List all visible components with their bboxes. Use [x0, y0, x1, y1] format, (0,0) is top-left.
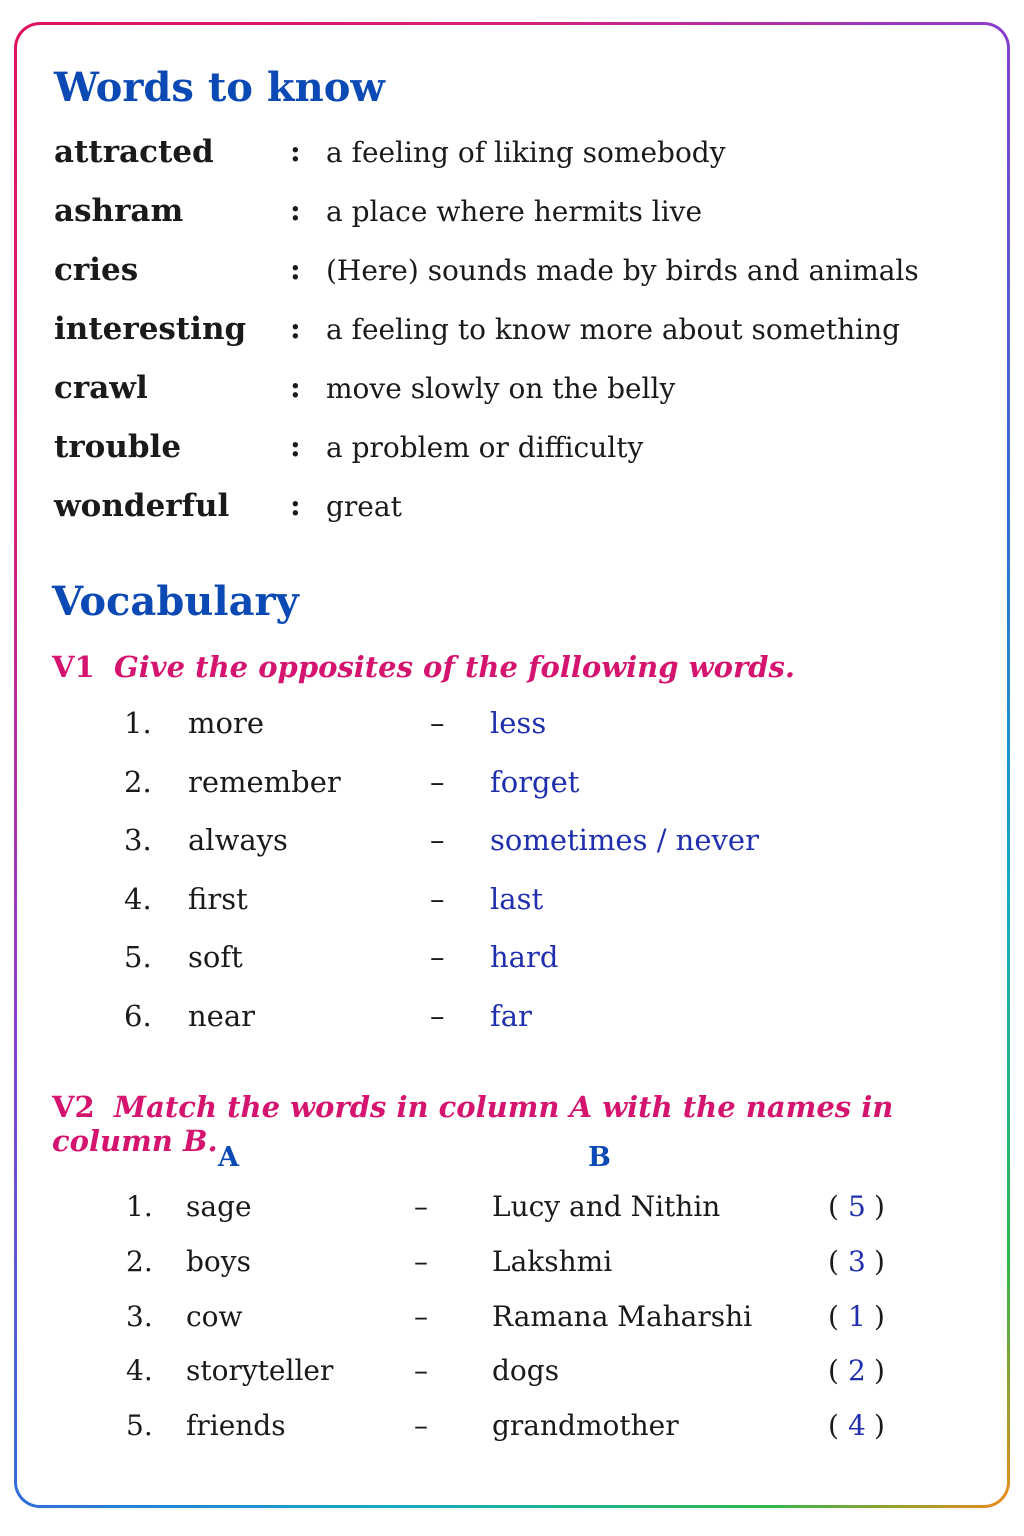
- list-item: [124, 765, 924, 824]
- item-word: soft: [188, 940, 243, 975]
- glossary-item: [54, 488, 954, 547]
- dash: –: [430, 823, 445, 858]
- column-b-name: Lucy and Nithin: [492, 1190, 721, 1223]
- match-answer: 2: [848, 1354, 866, 1388]
- item-number: 4.: [124, 881, 152, 916]
- glossary-word: crawl: [54, 370, 148, 406]
- item-number: 3.: [124, 823, 152, 858]
- glossary-word: trouble: [54, 429, 182, 465]
- list-item: [124, 999, 924, 1058]
- column-a-header: A: [218, 1142, 239, 1173]
- item-number: 5.: [124, 940, 152, 975]
- glossary-colon: :: [290, 370, 301, 404]
- column-b-name: dogs: [492, 1354, 560, 1388]
- glossary-item: [54, 193, 954, 252]
- glossary-item: [54, 252, 954, 311]
- table-row: [126, 1190, 926, 1245]
- list-item: [124, 823, 924, 882]
- glossary-definition: move slowly on the belly: [326, 372, 676, 405]
- item-number: 4.: [126, 1354, 153, 1388]
- item-number: 3.: [126, 1299, 153, 1333]
- column-b-header: B: [588, 1142, 611, 1173]
- glossary-item: [54, 311, 954, 370]
- dash: –: [414, 1244, 428, 1278]
- column-a-word: cow: [186, 1299, 243, 1333]
- dash: –: [430, 764, 445, 799]
- v1-instruction: [52, 650, 795, 684]
- dash: –: [414, 1409, 428, 1443]
- paren-open: (: [828, 1299, 839, 1333]
- item-answer: less: [490, 706, 547, 740]
- glossary-word: cries: [54, 252, 139, 288]
- paren-close: ): [874, 1409, 885, 1443]
- match-answer: 3: [848, 1244, 866, 1278]
- glossary-word: interesting: [54, 311, 247, 347]
- dash: –: [430, 706, 445, 740]
- paren-open: (: [828, 1244, 839, 1278]
- paren-open: (: [828, 1409, 839, 1443]
- item-number: 5.: [126, 1409, 153, 1443]
- paren-close: ): [874, 1354, 885, 1388]
- item-number: 2.: [126, 1244, 153, 1278]
- list-item: [124, 882, 924, 941]
- glossary-definition: a problem or difficulty: [326, 431, 644, 464]
- v2-label: V2: [52, 1090, 95, 1124]
- column-b-name: grandmother: [492, 1409, 679, 1443]
- column-a-word: sage: [186, 1190, 252, 1223]
- item-word: near: [188, 998, 255, 1033]
- paren-open: (: [828, 1190, 839, 1223]
- glossary-definition: a feeling to know more about something: [326, 313, 901, 346]
- match-answer: 4: [848, 1409, 866, 1443]
- glossary-definition: great: [326, 490, 402, 523]
- dash: –: [414, 1354, 428, 1388]
- item-word: more: [188, 706, 264, 740]
- column-b-name: Lakshmi: [492, 1244, 613, 1278]
- opposites-list: [124, 706, 924, 1058]
- glossary-word: wonderful: [54, 488, 230, 524]
- column-a-word: boys: [186, 1244, 251, 1278]
- v2-instruction: [52, 1090, 1024, 1158]
- item-number: 2.: [124, 764, 152, 799]
- item-answer: sometimes / never: [490, 823, 759, 858]
- list-item: [124, 706, 924, 765]
- column-a-word: storyteller: [186, 1354, 334, 1388]
- table-row: [126, 1354, 926, 1409]
- v1-label: V1: [52, 650, 95, 684]
- paren-close: ): [874, 1299, 885, 1333]
- match-answer: 5: [848, 1190, 866, 1223]
- item-number: 6.: [124, 998, 152, 1033]
- dash: –: [430, 940, 445, 975]
- item-answer: last: [490, 881, 544, 916]
- glossary-item: [54, 429, 954, 488]
- glossary-item: [54, 134, 954, 193]
- dash: –: [414, 1299, 428, 1333]
- item-word: first: [188, 881, 248, 916]
- glossary-item: [54, 370, 954, 429]
- dash: –: [430, 881, 445, 916]
- item-word: always: [188, 823, 288, 858]
- glossary-colon: :: [290, 193, 301, 227]
- glossary-word: attracted: [54, 134, 214, 170]
- table-row: [126, 1245, 926, 1300]
- column-b-name: Ramana Maharshi: [492, 1299, 753, 1333]
- dash: –: [430, 998, 445, 1033]
- glossary-colon: :: [290, 429, 301, 463]
- v2-instruction-text: Match the words in column A with the names in column B.: [52, 1090, 894, 1158]
- glossary-colon: :: [290, 488, 301, 522]
- glossary-definition: a feeling of liking somebody: [326, 136, 726, 169]
- vocabulary-title: Vocabulary: [52, 578, 299, 625]
- glossary-definition: (Here) sounds made by birds and animals: [326, 254, 919, 287]
- list-item: [124, 940, 924, 999]
- item-number: 1.: [126, 1190, 153, 1223]
- column-a-word: friends: [186, 1409, 286, 1443]
- glossary-colon: :: [290, 252, 301, 286]
- matching-list: [126, 1190, 926, 1464]
- table-row: [126, 1300, 926, 1355]
- match-answer: 1: [848, 1299, 866, 1333]
- item-answer: far: [490, 998, 532, 1033]
- words-to-know-title: Words to know: [54, 64, 385, 111]
- v1-instruction-text: Give the opposites of the following words.: [114, 650, 795, 684]
- item-word: remember: [188, 764, 341, 799]
- glossary-colon: :: [290, 134, 301, 168]
- paren-close: ): [874, 1244, 885, 1278]
- item-answer: hard: [490, 940, 559, 975]
- glossary-word: ashram: [54, 193, 184, 229]
- item-answer: forget: [490, 764, 580, 799]
- dash: –: [414, 1190, 428, 1223]
- table-row: [126, 1409, 926, 1464]
- glossary-list: [54, 134, 954, 547]
- item-number: 1.: [124, 706, 152, 740]
- glossary-colon: :: [290, 311, 301, 345]
- paren-open: (: [828, 1354, 839, 1388]
- paren-close: ): [874, 1190, 885, 1223]
- glossary-definition: a place where hermits live: [326, 195, 703, 228]
